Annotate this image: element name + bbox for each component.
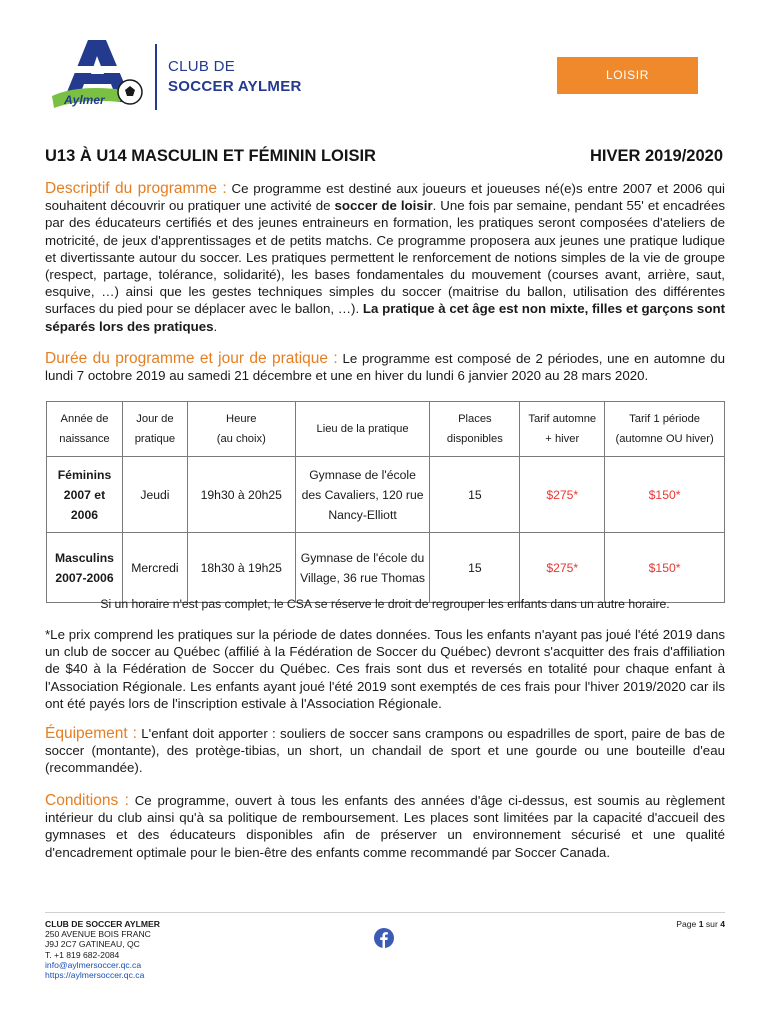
places-cell: 15 [430,533,520,603]
page-footer [45,912,725,982]
descriptif-text-2: . Une fois par semaine, pendant 55' et encadrées par des éducateurs certifiés et des jeunes entraineurs en formation, les pratiques seront composées d'ateliers de motricité, de jeux d'apprentissages et de petits matchs. Ce programme proposera aux jeunes une pratique ludique et divertissante autour du soccer. Les pratiques permettent le renforcement de notions simples de la vie de groupe (respect, partage, tolérance, solidarité), les bases fondamentales du mouvement (courses avant, arrière, saut, esquive, …) ainsi que les gestes techniques simples du soccer (maitrise du ballon, utilisation des différentes surfaces du pied pour se déplacer avec le ballon, …). [45,198,725,317]
prix-note: *Le prix comprend les pratiques sur la période de dates données. Tous les enfants n'ayant pas joué l'été 2019 dans un club de soccer au Québec (affilié à la Fédération de Soccer du Québec) devront s'acquitter des frais d'affiliation de $40 à la Fédération de Soccer du Québec. Ces frais sont dus et reversés en totalité pour chaque enfant à l'Association Régionale. Les enfants ayant joué l'été 2019 sont exemptés de ces frais pour l'hiver 2019/2020 car ils ont été payés lors de l'inscription estivale à l'Association Régionale. [45,627,725,711]
footer-address-line1: 250 AVENUE BOIS FRANC [45,929,151,940]
annee-cell: Féminins 2007 et 2006 [47,457,123,533]
conditions-section [45,792,725,861]
header-cell: Jour de pratique [122,402,187,457]
page-number: Page 1 sur 4 [676,919,725,929]
title-row [45,147,723,169]
duree-label: Durée du programme et jour de pratique : [45,350,338,367]
descriptif-text-3: . [213,318,218,334]
header-cell: Année de naissance [47,402,123,457]
tarif-automne-hiver-cell: $275* [520,457,605,533]
heure-cell: 18h30 à 19h25 [187,533,295,603]
descriptif-bold-1: soccer de loisir [334,198,433,214]
equipement-text: L'enfant doit apporter : souliers de soccer sans crampons ou espadrilles de sport, paire de bas de soccer (montante), des protège-tibias, un short, un chandail de sport et une gourde ou une bouteille d'eau (recommandée). [45,726,725,776]
footer-divider [45,912,725,913]
club-name-line2: SOCCER AYLMER [168,78,302,95]
tarif-une-periode-cell: $150* [605,533,725,603]
duree-section [45,350,725,384]
header-cell: Tarif automne + hiver [520,402,605,457]
tarif-une-periode-cell: $150* [605,457,725,533]
annee-cell: Masculins 2007-2006 [47,533,123,603]
descriptif-bold-2: La pratique à cet âge est non mixte, filles et garçons sont séparés lors des pratiques [45,301,725,334]
table-header-row [47,402,725,457]
conditions-label: Conditions : [45,792,129,809]
tarif-automne-hiver-cell: $275* [520,533,605,603]
footer-address [45,919,160,980]
club-name-line1: CLUB DE [168,58,236,75]
equipement-section [45,725,725,777]
club-logo [48,36,146,116]
conditions-text: Ce programme, ouvert à tous les enfants des années d'âge ci-dessus, est soumis au règlement intérieur du club ainsi qu'à sa politique de remboursement. Les places sont limitées par la capacité d'accueil des gymnases et des éducateurs disponibles afin de préserver un environnement sécurisé et une qualité d'encadrement optimale pour le bien-être des enfants comme recommandé par Soccer Canada. [45,793,725,860]
club-name [168,57,302,97]
facebook-icon[interactable] [374,928,394,948]
descriptif-text-1: Ce programme est destiné aux joueurs et joueuses né(e)s entre 2007 et 2006 qui souhaitent découvrir ou pratiquer une activité de [45,181,725,214]
footer-club-name: CLUB DE SOCCER AYLMER [45,919,160,929]
descriptif-label: Descriptif du programme : [45,180,227,197]
schedule-note: Si un horaire n'est pas complet, le CSA se réserve le droit de regrouper les enfants dans un autre horaire. [100,597,670,611]
jour-cell: Mercredi [122,533,187,603]
logo-divider [155,44,157,110]
header-cell: Places disponibles [430,402,520,457]
descriptif-section [45,180,725,335]
header-cell: Tarif 1 période (automne OU hiver) [605,402,725,457]
jour-cell: Jeudi [122,457,187,533]
lieu-cell: Gymnase de l'école des Cavaliers, 120 rue Nancy-Elliott [295,457,430,533]
footer-website-link[interactable]: https://aylmersoccer.qc.ca [45,970,145,981]
table-row [47,533,725,603]
heure-cell: 19h30 à 20h25 [187,457,295,533]
season-title: HIVER 2019/2020 [589,147,723,165]
lieu-cell: Gymnase de l'école du Village, 36 rue Thomas [295,533,430,603]
logo-text: Aylmer [64,93,105,107]
program-badge: LOISIR [557,57,698,94]
footer-email-link[interactable]: info@aylmersoccer.qc.ca [45,959,142,970]
footer-address-line2: J9J 2C7 GATINEAU, QC [45,939,140,950]
schedule-table [46,401,725,603]
page-header [0,0,770,130]
header-cell: Lieu de la pratique [295,402,430,457]
places-cell: 15 [430,457,520,533]
program-title: U13 À U14 MASCULIN ET FÉMININ LOISIR [45,147,376,165]
duree-text: Le programme est composé de 2 périodes, une en automne du lundi 7 octobre 2019 au samedi 21 décembre et une en hiver du lundi 6 janvier 2020 au 28 mars 2020. [45,351,725,384]
header-cell: Heure (au choix) [187,402,295,457]
table-row [47,457,725,533]
footer-phone: T. +1 819 682-2084 [45,949,120,960]
equipement-label: Équipement : [45,725,137,742]
